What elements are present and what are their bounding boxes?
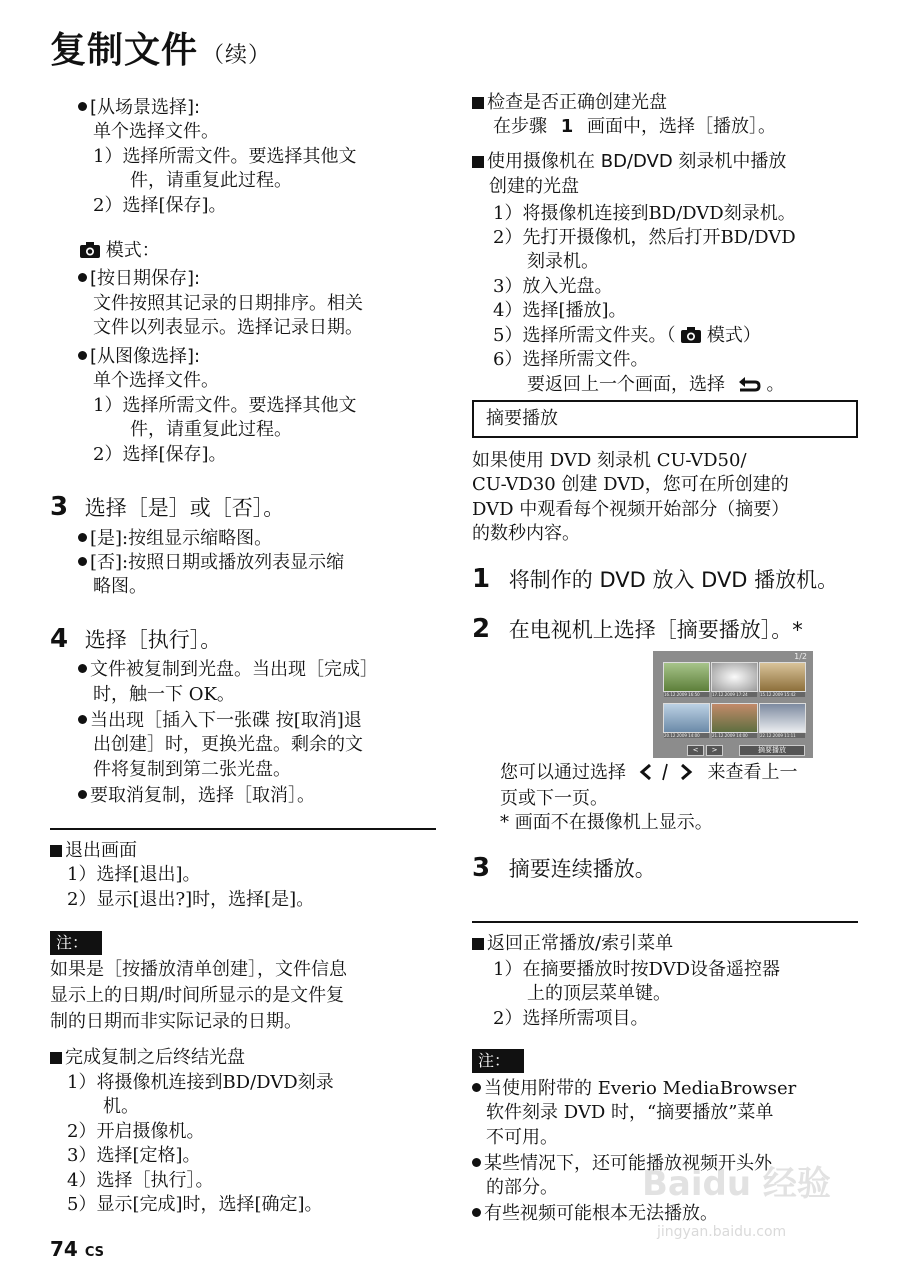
digest-screen-image — [653, 651, 813, 758]
step-3-bullet-2: [否]:按照日期或播放列表显示缩 — [78, 550, 344, 576]
scene-step-2: 2）选择[保存]。 — [93, 195, 227, 216]
check-disc-heading: 检查是否正确创建光盘 — [472, 90, 667, 116]
step-4: 4 选择［执行］。 — [50, 624, 222, 654]
scene-step-1-cont: 件，请重复此过程。 — [130, 170, 292, 191]
language-code: CS — [84, 1245, 104, 1260]
page-nav-line-1: 您可以通过选择 来查看上一 — [500, 762, 798, 783]
page-number: 74 CS — [50, 1237, 104, 1261]
scene-step-1: 1）选择所需文件。要选择其他文 — [93, 146, 357, 167]
step-4-bullet-2: 当出现［插入下一张碟 按[取消]退 — [78, 708, 362, 734]
digest-line-4: 的数秒内容。 — [472, 523, 580, 544]
baidu-watermark-url: jingyan.baidu.com — [657, 1224, 787, 1240]
play-step-5: 5）选择所需文件夹。（ 模式） — [493, 325, 761, 346]
thumbnail — [711, 662, 758, 692]
page-title: 复制文件 （续） — [50, 30, 272, 71]
camera-icon — [80, 242, 100, 258]
right-step-2: 2 在电视机上选择［摘要播放］。* — [472, 614, 803, 644]
digest-line-2: CU-VD30 创建 DVD，您可在所创建的 — [472, 474, 789, 495]
finalize-disc-heading: 完成复制之后终结光盘 — [50, 1045, 245, 1071]
thumbnail — [663, 662, 710, 692]
play-step-6: 6）选择所需文件。 — [493, 349, 649, 370]
image-desc: 单个选择文件。 — [93, 370, 219, 391]
thumbnail — [759, 662, 806, 692]
note-right-bullet-1: 当使用附带的 Everio MediaBrowser — [472, 1076, 796, 1102]
scene-select-heading: [从场景选择]: — [78, 95, 200, 121]
section-divider-left — [50, 828, 436, 830]
play-step-2-cont: 刻录机。 — [527, 251, 599, 272]
step-3-bullet-1: [是]:按组显示缩略图。 — [78, 526, 272, 552]
play-step-2: 2）先打开摄像机，然后打开BD/DVD — [493, 227, 796, 248]
check-disc-text: 在步骤 1 画面中，选择［播放］。 — [493, 116, 776, 137]
camera-icon — [681, 327, 701, 343]
note-left-line-2: 显示上的日期/时间所显示的是文件复 — [50, 985, 345, 1006]
image-select-heading: [从图像选择]: — [78, 344, 200, 370]
return-step-1-cont: 上的顶层菜单键。 — [527, 983, 671, 1004]
step-4-bullet-3: 要取消复制，选择［取消］。 — [78, 783, 315, 809]
thumb-date-caption: 15.12.2009 15:42 — [760, 692, 805, 697]
note-right-bullet-3: 有些视频可能根本无法播放。 — [472, 1201, 718, 1227]
return-arrow-icon — [737, 376, 761, 392]
exit-step-2: 2）显示[退出?]时，选择[是]。 — [67, 889, 315, 910]
note-label-left: 注： — [50, 931, 102, 955]
section-divider-right — [472, 921, 858, 923]
thumbnail — [711, 703, 758, 733]
image-step-1-cont: 件，请重复此过程。 — [130, 419, 292, 440]
digest-playback-box: 摘要播放 — [472, 400, 858, 438]
right-step-3: 3 摘要连续播放。 — [472, 853, 656, 883]
page-title-suffix: （续） — [202, 43, 272, 68]
thumb-next-button[interactable]: > — [706, 745, 723, 756]
note-left-line-3: 制的日期而非实际记录的日期。 — [50, 1011, 302, 1032]
page-nav-line-2: 页或下一页。 — [500, 788, 608, 809]
save-by-date-heading: [按日期保存]: — [78, 266, 200, 292]
thumb-date-caption: 21.12.2009 14:00 — [712, 733, 757, 738]
thumb-prev-button[interactable]: < — [687, 745, 704, 756]
step-3: 3 选择［是］或［否］。 — [50, 492, 285, 522]
finalize-step-1: 1）将摄像机连接到BD/DVD刻录 — [67, 1072, 334, 1093]
step-4-bullet-1-cont: 时，触一下 OK。 — [93, 684, 235, 705]
note-label-right: 注： — [472, 1049, 524, 1073]
thumb-date-caption: 17.12.2009 17:24 — [712, 692, 757, 697]
play-step-3: 3）放入光盘。 — [493, 276, 613, 297]
return-step-1: 1）在摘要播放时按DVD设备遥控器 — [493, 959, 780, 980]
step-4-bullet-1: 文件被复制到光盘。当出现［完成］ — [78, 657, 378, 683]
finalize-step-4: 4）选择［执行］。 — [67, 1170, 214, 1191]
digest-line-1: 如果使用 DVD 刻录机 CU-VD50/ — [472, 450, 747, 471]
save-by-date-line-1: 文件按照其记录的日期排序。相关 — [93, 293, 363, 314]
step-3-bullet-2-cont: 略图。 — [93, 576, 147, 597]
note-right-bullet-1-cont-1: 软件刻录 DVD 时，“摘要播放”菜单 — [486, 1102, 774, 1123]
return-normal-heading: 返回正常播放/索引菜单 — [472, 931, 673, 957]
exit-screen-heading: 退出画面 — [50, 838, 137, 864]
note-right-bullet-1-cont-2: 不可用。 — [486, 1127, 558, 1148]
note-left-line-1: 如果是［按播放清单创建］，文件信息 — [50, 959, 347, 980]
image-step-2: 2）选择[保存]。 — [93, 444, 227, 465]
thumbnail — [663, 703, 710, 733]
thumb-date-caption: 20.12.2009 14:00 — [664, 733, 709, 738]
chevron-left-right-icon — [636, 763, 698, 781]
finalize-step-1-cont: 机。 — [103, 1096, 139, 1117]
play-step-1: 1）将摄像机连接到BD/DVD刻录机。 — [493, 203, 796, 224]
thumb-page-indicator: 1/2 — [794, 652, 807, 661]
baidu-watermark-logo: Baidu 经验 — [642, 1164, 831, 1204]
play-step-4: 4）选择[播放]。 — [493, 300, 627, 321]
finalize-step-3: 3）选择[定格]。 — [67, 1145, 201, 1166]
asterisk-note: * 画面不在摄像机上显示。 — [500, 812, 713, 833]
thumb-digest-button[interactable]: 摘要播放 — [739, 745, 805, 756]
step-4-bullet-2-cont-1: 出创建］时，更换光盘。剩余的文 — [93, 734, 363, 755]
save-by-date-line-2: 文件以列表显示。选择记录日期。 — [93, 317, 363, 338]
digest-line-3: DVD 中观看每个视频开始部分（摘要） — [472, 499, 790, 520]
play-step-6-cont: 要返回上一个画面，选择 。 — [527, 374, 785, 395]
thumbnail — [759, 703, 806, 733]
finalize-step-2: 2）开启摄像机。 — [67, 1121, 205, 1142]
photo-mode-label: 模式： — [80, 238, 160, 264]
right-step-1: 1 将制作的 DVD 放入 DVD 播放机。 — [472, 564, 839, 594]
play-on-recorder-heading-cont: 创建的光盘 — [489, 176, 579, 197]
note-right-bullet-2-cont: 的部分。 — [486, 1177, 558, 1198]
finalize-step-5: 5）显示[完成]时，选择[确定]。 — [67, 1194, 323, 1215]
return-step-2: 2）选择所需项目。 — [493, 1008, 649, 1029]
exit-step-1: 1）选择[退出]。 — [67, 864, 201, 885]
thumb-date-caption: 16.12.2009 16:50 — [664, 692, 709, 697]
thumb-date-caption: 22.12.2009 11:11 — [760, 733, 805, 738]
image-step-1: 1）选择所需文件。要选择其他文 — [93, 395, 357, 416]
step-4-bullet-2-cont-2: 件将复制到第二张光盘。 — [93, 759, 291, 780]
play-on-recorder-heading: 使用摄像机在 BD/DVD 刻录机中播放 — [472, 149, 786, 175]
note-right-bullet-2: 某些情况下，还可能播放视频开头外 — [472, 1151, 772, 1177]
scene-desc: 单个选择文件。 — [93, 121, 219, 142]
